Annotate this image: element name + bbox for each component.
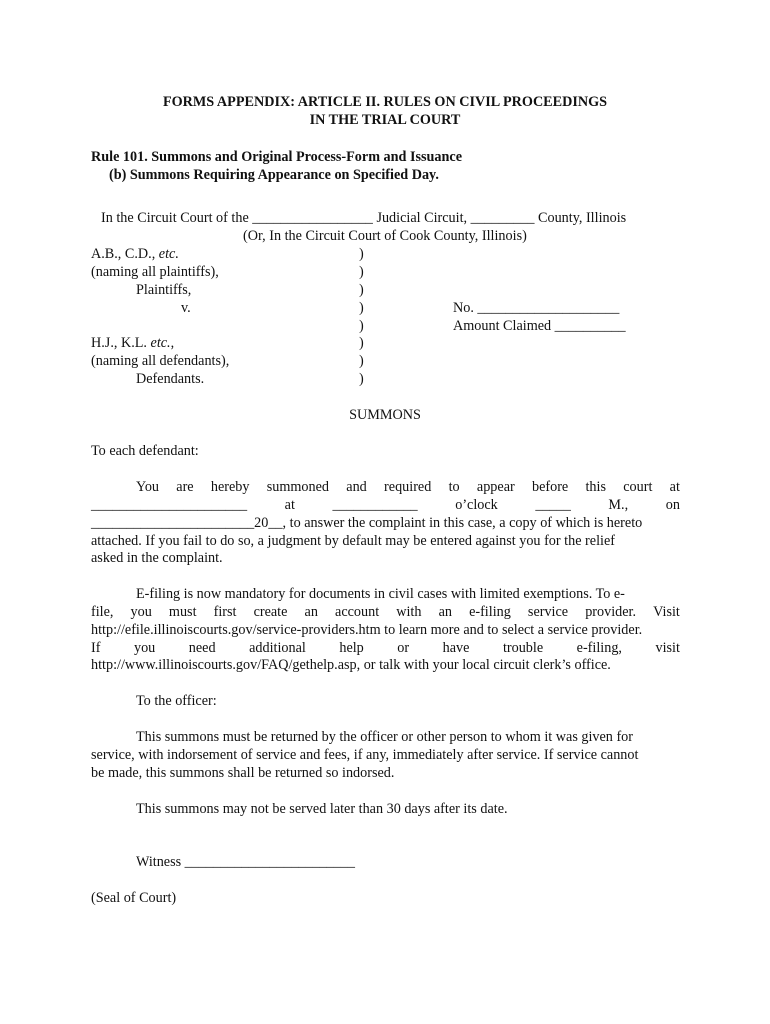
word: summoned xyxy=(266,479,330,495)
word: court xyxy=(623,479,653,495)
word: o’clock xyxy=(455,497,498,513)
word: are xyxy=(176,479,194,495)
paragraph-1-line-4: attached. If you fail to do so, a judgment by default may be entered against you for the relief xyxy=(91,533,615,549)
word: help xyxy=(339,640,364,656)
caption-paren: ) xyxy=(359,300,364,316)
word: or xyxy=(397,640,410,656)
paragraph-3-line-2: service, with indorsement of service and fees, if any, immediately after service. If service cannot xyxy=(91,747,639,763)
word: create xyxy=(253,604,288,620)
paragraph-2-line-4 xyxy=(91,640,680,657)
word: need xyxy=(188,640,216,656)
court-line: In the Circuit Court of the _________________ Judicial Circuit, _________ County, Illinois xyxy=(101,210,627,226)
plaintiffs-naming: (naming all plaintiffs), xyxy=(91,264,219,280)
word: and xyxy=(346,479,367,495)
amount-claimed-field: Amount Claimed __________ xyxy=(453,318,626,334)
word: visit xyxy=(655,640,680,656)
word: e-filing xyxy=(469,604,511,620)
caption-paren: ) xyxy=(359,318,364,334)
versus: v. xyxy=(181,300,191,316)
word: on xyxy=(665,497,680,513)
caption-paren: ) xyxy=(359,371,364,387)
word: account xyxy=(335,604,380,620)
word: to xyxy=(448,479,460,495)
paragraph-1-line-2 xyxy=(91,497,680,514)
word: You xyxy=(136,479,160,495)
caption-paren: ) xyxy=(359,282,364,298)
witness-signature-line: Witness ________________________ xyxy=(136,854,355,870)
paragraph-2-line-2 xyxy=(91,604,680,621)
paragraph-2-line-1: E-filing is now mandatory for documents in civil cases with limited exemptions. To e- xyxy=(136,586,625,602)
word: M., xyxy=(608,497,629,513)
court-alt-line: (Or, In the Circuit Court of Cook County, Illinois) xyxy=(243,228,527,244)
word: service xyxy=(527,604,569,620)
caption-paren: ) xyxy=(359,264,364,280)
salutation: To each defendant: xyxy=(91,443,199,459)
word: appear xyxy=(476,479,515,495)
paragraph-2-line-3: http://efile.illinoiscourts.gov/service-providers.htm to learn more and to select a service provider. xyxy=(91,622,643,638)
header-title-line1: FORMS APPENDIX: ARTICLE II. RULES ON CIVIL PROCEEDINGS xyxy=(162,94,608,110)
caption-paren: ) xyxy=(359,335,364,351)
word: an xyxy=(438,604,452,620)
word: provider. xyxy=(585,604,637,620)
paragraph-3-line-3: be made, this summons shall be returned so indorsed. xyxy=(91,765,395,781)
plaintiffs-label: Plaintiffs, xyxy=(136,282,192,298)
word: additional xyxy=(249,640,306,656)
rule-subheading: (b) Summons Requiring Appearance on Specified Day. xyxy=(109,167,439,183)
word: trouble xyxy=(502,640,544,656)
word: have xyxy=(442,640,470,656)
word: Visit xyxy=(653,604,680,620)
header-title-line2: IN THE TRIAL COURT xyxy=(309,112,461,128)
word: first xyxy=(213,604,237,620)
caption-paren: ) xyxy=(359,246,364,262)
word: you xyxy=(130,604,152,620)
word: ____________ xyxy=(332,497,418,513)
paragraph-4: This summons may not be served later than 30 days after its date. xyxy=(136,801,508,817)
word: this xyxy=(585,479,606,495)
word: must xyxy=(168,604,197,620)
word: ______________________ xyxy=(91,497,248,513)
word: with xyxy=(396,604,422,620)
paragraph-1-line-3: _______________________20__, to answer the complaint in this case, a copy of which is hereto xyxy=(91,515,643,531)
seal-of-court: (Seal of Court) xyxy=(91,890,177,906)
officer-heading: To the officer: xyxy=(136,693,217,709)
rule-heading: Rule 101. Summons and Original Process-Form and Issuance xyxy=(91,149,463,165)
word: at xyxy=(669,479,680,495)
paragraph-1-line-5: asked in the complaint. xyxy=(91,550,223,566)
word: If xyxy=(91,640,101,656)
word: hereby xyxy=(210,479,250,495)
word: _____ xyxy=(535,497,571,513)
case-number-field: No. ____________________ xyxy=(453,300,620,316)
paragraph-3-line-1: This summons must be returned by the officer or other person to whom it was given for xyxy=(136,729,633,745)
plaintiffs-names: A.B., C.D., etc. xyxy=(91,246,179,262)
word: an xyxy=(304,604,318,620)
document-title: SUMMONS xyxy=(349,407,421,423)
word: at xyxy=(284,497,295,513)
paragraph-1-line-1 xyxy=(136,479,680,496)
defendants-names: H.J., K.L. etc., xyxy=(91,335,175,351)
word: before xyxy=(531,479,569,495)
word: e-filing, xyxy=(576,640,622,656)
defendants-naming: (naming all defendants), xyxy=(91,353,230,369)
word: you xyxy=(133,640,156,656)
word: required xyxy=(384,479,432,495)
paragraph-2-line-5: http://www.illinoiscourts.gov/FAQ/gethelp.asp, or talk with your local circuit clerk’s office. xyxy=(91,657,611,673)
defendants-label: Defendants. xyxy=(136,371,205,387)
word: file, xyxy=(91,604,114,620)
caption-paren: ) xyxy=(359,353,364,369)
